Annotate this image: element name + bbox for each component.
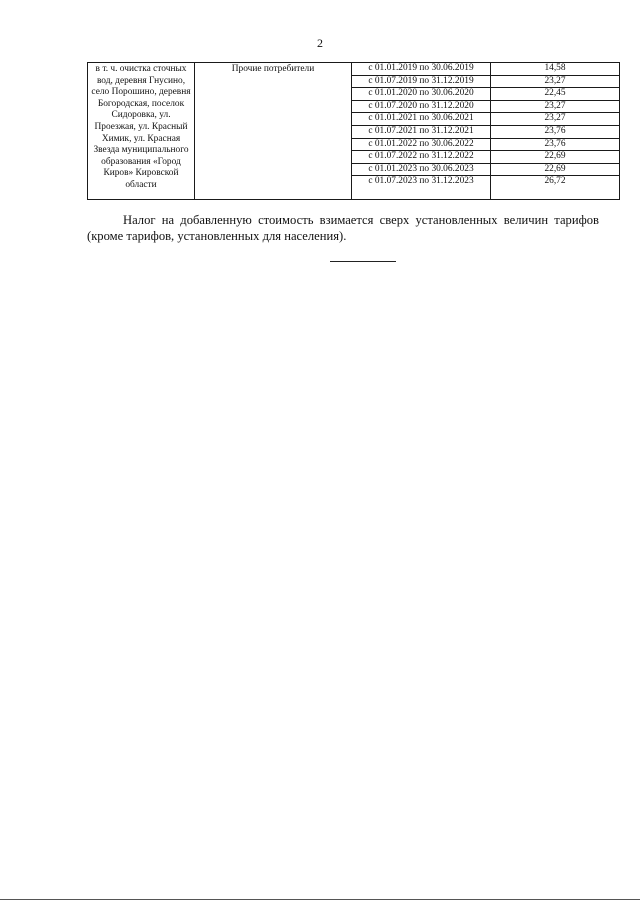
- period-cell: с 01.07.2019 по 31.12.2019: [352, 75, 491, 88]
- period-cell: с 01.07.2020 по 31.12.2020: [352, 100, 491, 113]
- tariff-table-body: [88, 63, 620, 200]
- period-cell: с 01.01.2023 по 30.06.2023: [352, 163, 491, 176]
- service-area-cell: [88, 63, 195, 200]
- end-of-document-rule: [330, 261, 396, 262]
- tariff-value-cell: 23,76: [491, 138, 620, 151]
- period-cell: с 01.01.2021 по 30.06.2021: [352, 113, 491, 126]
- tariff-value-cell: 22,45: [491, 88, 620, 101]
- tariff-value-cell: 23,76: [491, 125, 620, 138]
- tariff-value-cell: 26,72: [491, 176, 620, 200]
- period-cell: с 01.01.2022 по 30.06.2022: [352, 138, 491, 151]
- tariff-value-cell: 23,27: [491, 113, 620, 126]
- page-number: 2: [317, 36, 323, 50]
- service-area-text: в т. ч. очистка сточных вод, деревня Гнусино, село Порошино, деревня Богородская, поселок Сидоровка, ул. Проезжая, ул. Красный Химик, ул. Красная Звезда муниципального образования «Город Киров» Кировской области: [91, 64, 191, 190]
- table-row: [88, 63, 620, 76]
- page-bottom-rule: [0, 899, 640, 900]
- tariff-value-cell: 23,27: [491, 100, 620, 113]
- tariff-value-cell: 14,58: [491, 63, 620, 76]
- consumer-group-text: Прочие потребители: [231, 64, 315, 74]
- vat-note: Налог на добавленную стоимость взимается сверх установленных величин тарифов (кроме тарифов, установленных для населения).: [87, 212, 599, 243]
- period-cell: с 01.07.2022 по 31.12.2022: [352, 151, 491, 164]
- tariff-value-cell: 23,27: [491, 75, 620, 88]
- period-cell: с 01.01.2020 по 30.06.2020: [352, 88, 491, 101]
- period-cell: с 01.01.2019 по 30.06.2019: [352, 63, 491, 76]
- period-cell: с 01.07.2021 по 31.12.2021: [352, 125, 491, 138]
- tariff-value-cell: 22,69: [491, 151, 620, 164]
- consumer-group-cell: [195, 63, 352, 200]
- tariff-table: [87, 62, 620, 200]
- tariff-value-cell: 22,69: [491, 163, 620, 176]
- period-cell: с 01.07.2023 по 31.12.2023: [352, 176, 491, 200]
